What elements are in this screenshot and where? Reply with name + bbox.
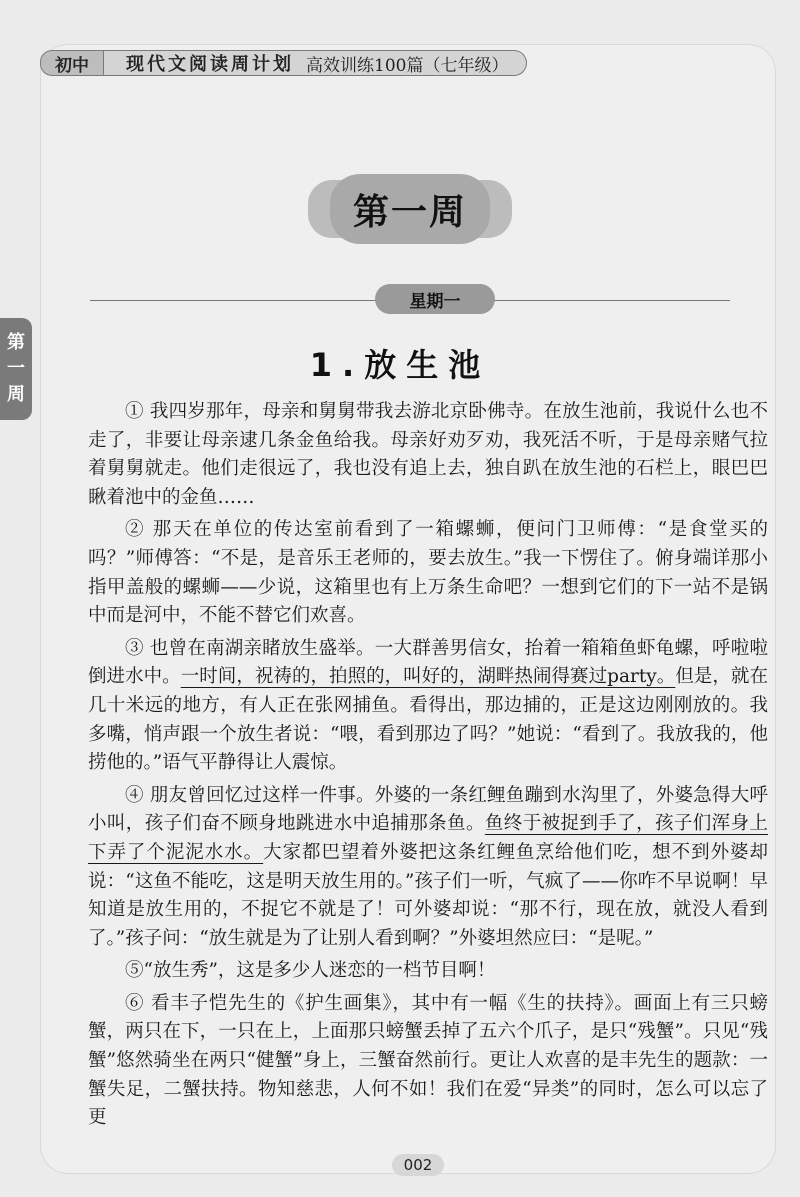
day-divider bbox=[90, 280, 730, 320]
paragraph-4-part-b: 大家都巴望着外婆把这条红鲤鱼烹给他们吃，想不到外婆却说：“这鱼不能吃，这是明天放生用的。”孩子们一听，气疯了——你咋不早说啊！早知道是放生用的，不捉它不就是了！可外婆却说：“那不行，现在放，就没人看到了。”孩子问：“放生就是为了让别人看到啊？”外婆坦然应曰：“是呢。” bbox=[88, 841, 768, 949]
paragraph-5: ⑤“放生秀”，这是多少人迷恋的一档节目啊！ bbox=[125, 960, 496, 982]
side-tab-char-2: 一 bbox=[7, 358, 25, 379]
article-body bbox=[88, 398, 768, 1137]
side-tab-char-1: 第 bbox=[7, 332, 25, 353]
running-header bbox=[40, 48, 600, 78]
header-title-sub: 高效训练100篇（七年级） bbox=[306, 55, 509, 76]
paragraph-3-part-b: 但是，就在几十米远的地方，有人正在张网捕鱼。看得出，那边捕的，正是这边刚刚放的。我多嘴，悄声跟一个放生者说：“喂，看到那边了吗？”她说：“看到了。我放我的，他捞他的。”语气平静得让人震惊。 bbox=[88, 666, 768, 774]
paragraph-4 bbox=[88, 782, 768, 954]
day-label: 星期一 bbox=[375, 284, 495, 314]
header-grade-tag: 初中 bbox=[40, 50, 104, 76]
paragraph-3 bbox=[88, 635, 768, 778]
paragraph-3-underlined: 一时间，祝祷的，拍照的，叫好的，湖畔热闹得赛过party。 bbox=[180, 666, 676, 688]
header-title-main: 现代文阅读周计划 bbox=[126, 54, 294, 75]
page-number: 002 bbox=[392, 1154, 444, 1176]
paragraph-1: ① 我四岁那年，母亲和舅舅带我去游北京卧佛寺。在放生池前，我说什么也不走了，非要让母亲逮几条金鱼给我。母亲好劝歹劝，我死活不听，于是母亲赌气拉着舅舅就走。他们走很远了，我也没有追上去，独自趴在放生池的石栏上，眼巴巴瞅着池中的金鱼…… bbox=[88, 401, 768, 508]
paragraph-6: ⑥ 看丰子恺先生的《护生画集》，其中有一幅《生的扶持》。画面上有三只螃蟹，两只在下，一只在上，上面那只螃蟹丢掉了五六个爪子，是只“残蟹”。只见“残蟹”悠然骑坐在两只“健蟹”身上，三蟹奋然前行。更让人欢喜的是丰先生的题款：一蟹失足，二蟹扶持。物知慈悲，人何不如！我们在爱“异类”的同时，怎么可以忘了更 bbox=[88, 992, 768, 1129]
article-title: 1.放生池 bbox=[309, 346, 491, 384]
week-label: 第一周 bbox=[352, 191, 467, 233]
paragraph-2: ② 那天在单位的传达室前看到了一箱螺蛳，便问门卫师傅：“是食堂买的吗？”师傅答：“不是，是音乐王老师的，要去放生。”我一下愣住了。俯身端详那小指甲盖般的螺蛳——少说，这箱里也有上万条生命吧？一想到它们的下一站不是锅中而是河中，不能不替它们欢喜。 bbox=[88, 519, 768, 627]
paragraph-4-part-a: ④ 朋友曾回忆过这样一件事。外婆的一条红鲤鱼蹦到水沟里了，外婆急得大呼小叫，孩子们奋不顾身地跳进水中追捕那条鱼。 bbox=[88, 784, 768, 835]
side-tab-char-3: 周 bbox=[7, 384, 25, 405]
paragraph-3-part-a: ③ 也曾在南湖亲睹放生盛举。一大群善男信女，抬着一箱箱鱼虾龟螺，呼啦啦倒进水中。 bbox=[88, 637, 768, 688]
week-banner bbox=[330, 174, 490, 244]
paragraph-4-underlined: 鱼终于被捉到手了，孩子们浑身上下弄了个泥泥水水。 bbox=[88, 813, 768, 863]
header-book-title bbox=[104, 50, 527, 76]
